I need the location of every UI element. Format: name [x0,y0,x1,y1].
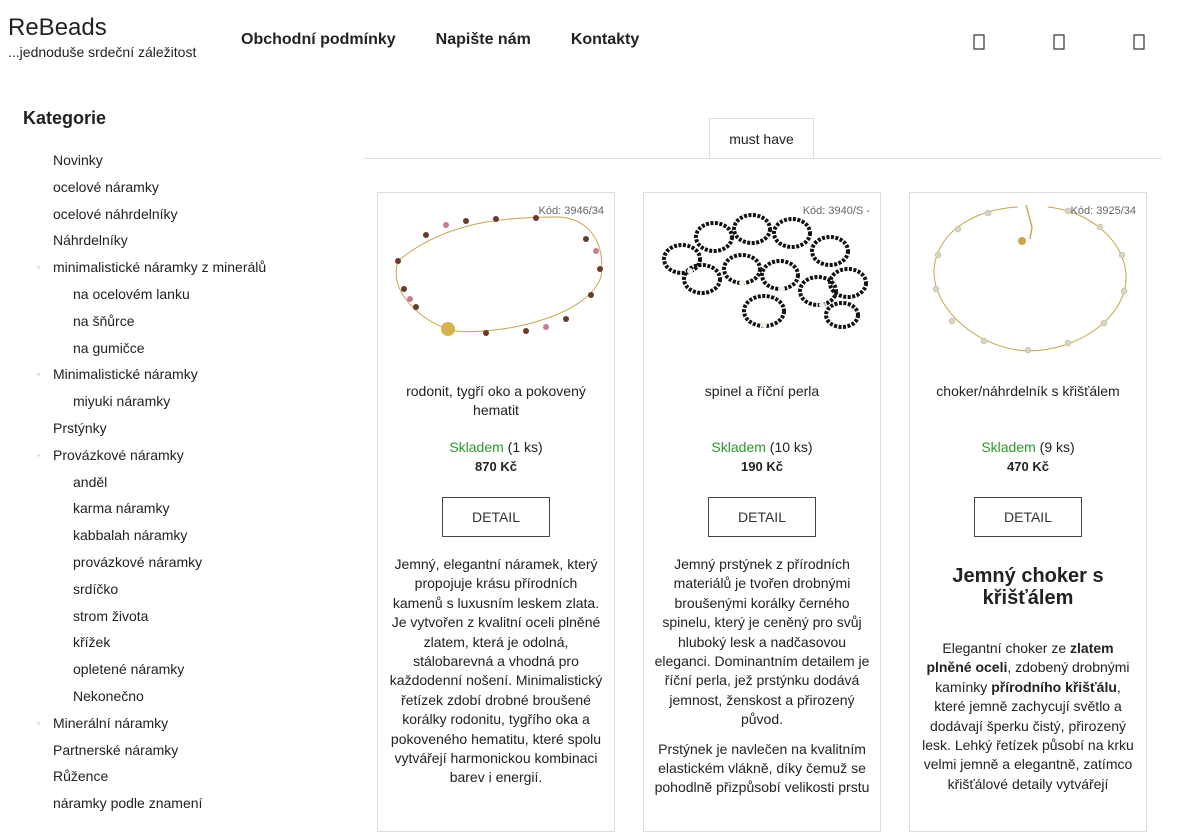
sidebar-item[interactable] [23,549,323,576]
sidebar-item[interactable] [23,201,323,228]
sidebar-item-label: miyuki náramky [73,393,171,410]
sidebar-item-label: kabbalah náramky [73,527,188,544]
product-title[interactable]: choker/náhrdelník s křišťálem [936,383,1120,399]
product-card [909,192,1147,832]
category-list [23,147,323,817]
sidebar-item[interactable] [23,737,323,764]
product-description [654,555,870,808]
product-description [388,555,604,798]
product-title[interactable]: rodonit, tygří oko a pokovený hematit [406,383,586,418]
sidebar-item-label: náramky podle znamení [53,795,203,812]
sidebar-item[interactable] [23,442,323,469]
sidebar-item[interactable] [23,308,323,335]
sidebar-item-label: na šňůrce [73,312,135,329]
sidebar-item-label: Minimalistické náramky [53,366,198,383]
expand-bullet-icon[interactable]: ◦ [37,717,41,728]
sidebar-item-label: Novinky [53,152,103,168]
sidebar-item[interactable] [23,763,323,790]
sidebar-item-label: Nekonečno [73,687,144,704]
search-icon[interactable] [970,32,990,52]
sidebar-item-label: srdíčko [73,580,119,597]
product-image[interactable] [918,199,1140,359]
sidebar-item[interactable] [23,281,323,308]
product-description [920,555,1136,804]
category-sidebar [23,108,323,817]
description-paragraph: Jemný prstýnek z přírodních materiálů je tvořen drobnými broušenými korálky černého spinelu, který je ceněný pro svůj hluboký lesk a nadčasovou eleganci. Dominantním detailem je říční perla, jež prstýnku dodává jemnost, ženskost a přirozený původ. [654,556,870,728]
sidebar-item-label: karma náramky [73,500,170,517]
stock-info [644,439,880,455]
stock-qty: (9 ks) [1039,439,1075,455]
desc-bold: zlatem plněné oceli [926,640,1114,676]
nav-obchodni-podminky[interactable]: Obchodní podmínky [241,31,396,48]
stock-info [378,439,614,455]
desc-text: , které jemně zachycují světlo a dodávají šperku čistý, přirozený lesk. Lehký řetízek působí na krku velmi jemně a elegantně, zatímco křišťálové detaily vytvářejí [922,678,1134,792]
product-price: 470 Kč [1007,459,1049,474]
sidebar-item-label: Prstýnky [53,419,107,436]
description-paragraph: Prstýnek je navlečen na kvalitním elastickém vlákně, díky čemuž se pohodlně přizpůsobí velikosti prstu [654,740,870,796]
sidebar-item[interactable] [23,388,323,415]
sidebar-item[interactable] [23,656,323,683]
product-card [643,192,881,832]
tab-must-have[interactable]: must have [709,118,814,158]
sidebar-title: Kategorie [23,108,107,128]
sidebar-item[interactable] [23,576,323,603]
desc-text: Elegantní choker ze [942,640,1071,656]
desc-text: , zdobený drobnými kamínky [935,659,1130,695]
site-tagline: ...jednoduše srdeční záležitost [8,44,197,60]
sidebar-item[interactable] [23,174,323,201]
stock-qty: (1 ks) [507,439,543,455]
product-image[interactable] [652,199,874,359]
sidebar-item[interactable] [23,147,323,174]
detail-button[interactable]: DETAIL [442,497,550,537]
user-icon[interactable] [1050,32,1070,52]
sidebar-item[interactable] [23,629,323,656]
expand-bullet-icon[interactable]: ◦ [37,449,41,460]
description-heading: Jemný choker s křišťálem [952,565,1104,609]
sidebar-item[interactable] [23,469,323,496]
sidebar-item-label: Provázkové náramky [53,446,184,463]
site-name[interactable]: ReBeads [8,14,107,41]
sidebar-item[interactable] [23,227,323,254]
product-price: 870 Kč [475,459,517,474]
sidebar-item-label: na gumičce [73,339,145,356]
sidebar-item[interactable] [23,603,323,630]
expand-bullet-icon[interactable]: ◦ [37,262,41,273]
desc-bold: přírodního křišťálu [991,678,1117,695]
sidebar-item[interactable] [23,710,323,737]
stock-status: Skladem [981,439,1036,455]
sidebar-item-label: Náhrdelníky [53,232,128,249]
product-price: 190 Kč [741,459,783,474]
detail-button[interactable]: DETAIL [974,497,1082,537]
nav-napiste-nam[interactable]: Napište nám [435,31,531,48]
brand[interactable] [8,14,196,60]
sidebar-item-label: anděl [73,473,108,490]
sidebar-item-label: minimalistické náramky z minerálů [53,259,267,276]
sidebar-item[interactable] [23,335,323,362]
description-paragraph [920,639,1136,794]
sidebar-item-label: křížek [73,634,111,651]
sidebar-item-label: ocelové náhrdelníky [53,205,178,222]
sidebar-item-label: strom života [73,607,149,624]
nav-kontakty[interactable]: Kontakty [570,31,640,48]
sidebar-item[interactable] [23,495,323,522]
expand-bullet-icon[interactable]: ◦ [37,369,41,380]
sidebar-item[interactable] [23,415,323,442]
sidebar-item-label: Růžence [53,768,109,785]
product-image[interactable] [386,199,608,359]
sidebar-item-label: opletené náramky [73,661,185,678]
stock-qty: (10 ks) [769,439,813,455]
product-card [377,192,615,832]
cart-icon[interactable] [1130,32,1150,52]
sidebar-item[interactable] [23,254,323,281]
sidebar-item[interactable] [23,790,323,817]
stock-status: Skladem [449,439,504,455]
sidebar-item[interactable] [23,522,323,549]
sidebar-item-label: Partnerské náramky [53,741,179,758]
product-code: Kód: 3925/34 [1070,205,1136,217]
top-nav [241,31,639,49]
sidebar-item-label: ocelové náramky [53,178,159,195]
stock-status: Skladem [711,439,766,455]
stock-info [910,439,1146,455]
sidebar-item[interactable] [23,683,323,710]
detail-button[interactable]: DETAIL [708,497,816,537]
product-title[interactable]: spinel a říční perla [704,383,820,399]
sidebar-item-label: provázkové náramky [73,553,203,570]
description-paragraph: Jemný, elegantní náramek, který propojuje krásu přírodních kamenů s luxusním leskem zlata. Je vytvořen z kvalitní oceli plněné zlatem, která je odolná, stálobarevná a vhodná pro každodenní nošení. Minimalistický řetízek zdobí drobné broušené korálky rodonitu, tygřího oka a pokoveného hematitu, které spolu vytvářejí harmonickou kombinaci barev i energií. [389,556,603,786]
sidebar-item[interactable] [23,361,323,388]
product-code: Kód: 3946/34 [538,205,604,217]
sidebar-item-label: na ocelovém lanku [73,285,190,302]
product-code: Kód: 3940/S - [802,205,870,217]
sidebar-item-label: Minerální náramky [53,714,169,731]
tab-bar [364,118,1162,159]
